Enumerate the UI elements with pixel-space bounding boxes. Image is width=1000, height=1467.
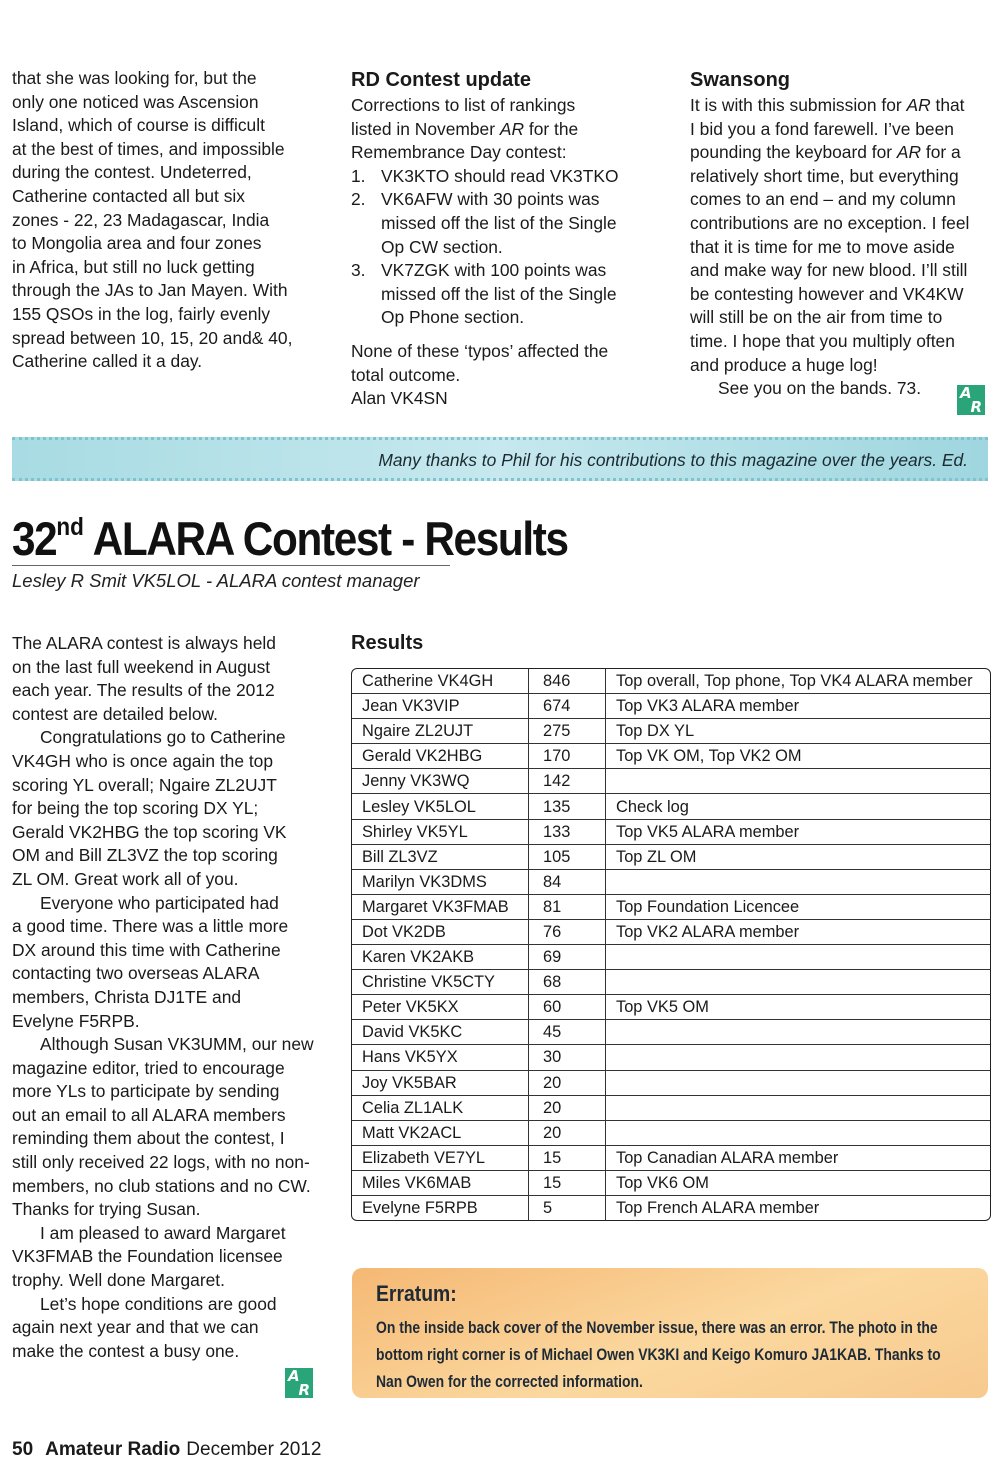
operator-cell: Joy VK5BAR [352, 1070, 529, 1095]
table-row [352, 869, 990, 894]
table-row [352, 919, 990, 944]
rd-item-line: Op CW section. [381, 236, 503, 257]
score-cell: 105 [529, 844, 606, 869]
note-cell [606, 1070, 991, 1095]
text-line: through the JAs to Jan Mayen. With [12, 280, 288, 301]
note-cell [606, 1045, 991, 1070]
text-line: The ALARA contest is always held [12, 633, 276, 653]
swansong-column [690, 67, 990, 401]
body-paragraph-1 [12, 632, 332, 726]
rd-correction-item [351, 188, 671, 259]
article-body [12, 632, 332, 1363]
operator-cell: Gerald VK2HBG [352, 744, 529, 769]
text-line: on the last full weekend in August [12, 656, 271, 677]
erratum-box [352, 1268, 988, 1398]
text-line: Although Susan VK3UMM, our new [40, 1034, 314, 1055]
rd-outro-1: None of these ‘typos’ affected the [351, 340, 609, 361]
operator-cell: Christine VK5CTY [352, 970, 529, 995]
table-row [352, 694, 990, 719]
text-line: that it is time for me to move aside [690, 236, 955, 257]
text-line: Nan Owen for the corrected information. [376, 1373, 643, 1391]
note-cell: Top VK OM, Top VK2 OM [606, 744, 991, 769]
text-line: spread between 10, 15, 20 and& 40, [12, 327, 293, 348]
note-cell [606, 945, 991, 970]
article-title: 32nd ALARA Contest - Results [12, 512, 568, 565]
text-line: again next year and that we can [12, 1317, 259, 1338]
body-paragraph-6 [12, 1293, 332, 1364]
text-line: 155 QSOs in the log, fairly evenly [12, 303, 271, 324]
swansong-body [690, 165, 990, 377]
score-cell: 15 [529, 1170, 606, 1195]
text-line: and produce a huge log! [690, 354, 878, 375]
note-cell: Top VK3 ALARA member [606, 694, 991, 719]
table-row [352, 1070, 990, 1095]
table-row [352, 1045, 990, 1070]
score-cell: 142 [529, 769, 606, 794]
text-line: DX around this time with Catherine [12, 939, 281, 960]
table-row [352, 970, 990, 995]
text-line: trophy. Well done Margaret. [12, 1270, 225, 1291]
rd-outro-2: total outcome. [351, 364, 461, 385]
text-line: that she was looking for, but the [12, 68, 257, 88]
swansong-closing: See you on the bands. 73. [718, 378, 922, 399]
text-line: at the best of times, and impossible [12, 138, 285, 159]
body-paragraph-2 [12, 726, 332, 891]
swansong-line-3: pounding the keyboard for AR for a [690, 142, 961, 163]
score-cell: 81 [529, 894, 606, 919]
rd-item-line: VK3KTO should read VK3TKO [381, 165, 619, 186]
swansong-line-2: I bid you a fond farewell. I’ve been [690, 118, 954, 139]
table-row [352, 769, 990, 794]
text-line: OM and Bill ZL3VZ the top scoring [12, 845, 278, 866]
note-cell [606, 1120, 991, 1145]
operator-cell: Shirley VK5YL [352, 819, 529, 844]
rd-item-line: VK6AFW with 30 points was [381, 189, 600, 210]
score-cell: 15 [529, 1145, 606, 1170]
text-line: to Mongolia area and four zones [12, 233, 262, 254]
text-line: and make way for new blood. I’ll still [690, 260, 968, 281]
rd-correction-item [351, 259, 671, 330]
rd-intro-1: Corrections to list of rankings [351, 95, 576, 115]
operator-cell: Marilyn VK3DMS [352, 869, 529, 894]
operator-cell: Catherine VK4GH [352, 669, 529, 694]
note-cell: Top French ALARA member [616, 1199, 820, 1218]
text-line: a good time. There was a little more [12, 916, 289, 937]
text-line: VK4GH who is once again the top [12, 750, 274, 771]
swansong-line-1: It is with this submission for AR that [690, 95, 965, 115]
text-line: Catherine called it a day. [12, 351, 203, 372]
ar-logo-icon: A R [957, 385, 985, 415]
article-byline: Lesley R Smit VK5LOL - ALARA contest manager [12, 570, 420, 591]
note-cell: Top Foundation Licencee [606, 894, 991, 919]
text-line: contacting two overseas ALARA [12, 963, 260, 984]
ar-logo-icon: A R [285, 1368, 313, 1398]
score-cell: 76 [529, 919, 606, 944]
rd-item-line: Op Phone section. [381, 307, 525, 328]
rd-signature: Alan VK4SN [351, 388, 448, 409]
text-line: be contesting however and VK4KW [690, 283, 964, 304]
note-cell: Check log [606, 794, 991, 819]
table-row [352, 1145, 990, 1170]
rd-item-number: 2. [351, 189, 366, 210]
text-line: VK3FMAB the Foundation licensee [12, 1246, 283, 1267]
score-cell: 69 [529, 945, 606, 970]
score-cell: 674 [529, 694, 606, 719]
table-row [352, 894, 990, 919]
score-cell: 133 [529, 819, 606, 844]
text-line: contest are detailed below. [12, 703, 218, 724]
score-cell: 45 [529, 1020, 606, 1045]
score-cell: 84 [529, 869, 606, 894]
operator-cell: Miles VK6MAB [352, 1170, 529, 1195]
text-line: Thanks for trying Susan. [12, 1199, 201, 1220]
text-line: will still be on the air from time to [690, 307, 943, 328]
results-heading: Results [351, 632, 424, 654]
rd-item-line: VK7ZGK with 100 points was [381, 260, 607, 281]
note-cell: Top VK6 OM [606, 1170, 991, 1195]
table-row [352, 1195, 990, 1220]
operator-cell: Lesley VK5LOL [352, 794, 529, 819]
score-cell: 68 [529, 970, 606, 995]
page-number: 50 [12, 1439, 34, 1460]
note-cell: Top Canadian ALARA member [606, 1145, 991, 1170]
note-cell [606, 869, 991, 894]
rd-correction-item [351, 165, 671, 189]
body-paragraph-5 [12, 1222, 332, 1293]
body-paragraph-3 [12, 892, 332, 1034]
score-cell: 20 [529, 1070, 606, 1095]
table-row [352, 819, 990, 844]
swansong-heading: Swansong [690, 69, 791, 91]
table-row [352, 719, 990, 744]
page-footer [12, 1439, 321, 1461]
text-line: contributions are no exception. I feel [690, 212, 970, 233]
rd-heading: RD Contest update [351, 69, 531, 91]
table-row [352, 1020, 990, 1045]
table-row [352, 744, 990, 769]
rd-intro-3: Remembrance Day contest: [351, 142, 567, 163]
text-line: relatively short time, but everything [690, 165, 959, 186]
text-line: each year. The results of the 2012 [12, 680, 275, 701]
body-paragraph-4 [12, 1033, 332, 1222]
text-line: bottom right corner is of Michael Owen VK3KI and Keigo Komuro JA1KAB. Thanks to [376, 1346, 941, 1364]
operator-cell: Celia ZL1ALK [352, 1095, 529, 1120]
byline-rule [12, 565, 450, 566]
operator-cell: Bill ZL3VZ [352, 844, 529, 869]
score-cell: 846 [529, 669, 606, 694]
operator-cell: Jenny VK3WQ [352, 769, 529, 794]
operator-cell: Ngaire ZL2UJT [352, 719, 529, 744]
table-row [352, 1095, 990, 1120]
erratum-body [376, 1315, 961, 1396]
score-cell: 135 [529, 794, 606, 819]
text-line: Island, which of course is difficult [12, 115, 265, 136]
text-line: On the inside back cover of the November issue, there was an error. The photo in the [376, 1319, 938, 1337]
note-cell: Top DX YL [606, 719, 991, 744]
text-line: Congratulations go to Catherine [40, 727, 286, 748]
score-cell: 5 [529, 1195, 606, 1220]
operator-cell: Elizabeth VE7YL [352, 1145, 529, 1170]
results-table [351, 668, 991, 1221]
col1-continuation [12, 67, 332, 374]
note-cell: Top overall, Top phone, Top VK4 ALARA member [606, 669, 991, 694]
operator-cell: Karen VK2AKB [352, 945, 529, 970]
issue-date: December 2012 [186, 1439, 322, 1460]
text-line: Gerald VK2HBG the top scoring VK [12, 821, 287, 842]
text-line: Evelyne F5RPB. [12, 1010, 140, 1031]
note-cell [606, 1020, 991, 1045]
rd-item-number: 3. [351, 260, 366, 281]
note-cell: Top ZL OM [606, 844, 991, 869]
rd-corrections-list [351, 165, 671, 330]
text-line: in Africa, but still no luck getting [12, 256, 255, 277]
text-line: reminding them about the contest, I [12, 1128, 285, 1149]
text-line: only one noticed was Ascension [12, 91, 259, 112]
score-cell: 30 [529, 1045, 606, 1070]
text-line: comes to an end – and my column [690, 189, 956, 210]
text-line: time. I hope that you multiply often [690, 330, 955, 351]
editor-note-banner [12, 437, 988, 481]
rd-contest-column [351, 67, 671, 411]
text-line: I am pleased to award Margaret [40, 1222, 286, 1243]
operator-cell: Evelyne F5RPB [352, 1195, 529, 1220]
text-line: zones - 22, 23 Madagascar, India [12, 209, 270, 230]
text-line: during the contest. Undeterred, [12, 162, 252, 183]
note-cell: Top VK2 ALARA member [606, 919, 991, 944]
text-line: members, Christa DJ1TE and [12, 986, 242, 1007]
text-line: for being the top scoring DX YL; [12, 798, 259, 819]
text-line: magazine editor, tried to encourage [12, 1057, 285, 1078]
text-line: Everyone who participated had [40, 892, 279, 913]
score-cell: 275 [529, 719, 606, 744]
operator-cell: Hans VK5YX [352, 1045, 529, 1070]
magazine-name: Amateur Radio [45, 1439, 181, 1460]
text-line: members, no club stations and no CW. [12, 1175, 311, 1196]
table-row [352, 794, 990, 819]
note-cell [606, 1095, 991, 1120]
table-row [352, 995, 990, 1020]
score-cell: 170 [529, 744, 606, 769]
note-cell: Top VK5 ALARA member [606, 819, 991, 844]
rd-item-number: 1. [351, 165, 366, 186]
editor-note-text: Many thanks to Phil for his contributions to this magazine over the years. Ed. [378, 450, 968, 470]
rd-item-line: missed off the list of the Single [381, 212, 617, 233]
text-line: make the contest a busy one. [12, 1340, 240, 1361]
score-cell: 60 [529, 995, 606, 1020]
note-cell [606, 970, 991, 995]
table-row [352, 1170, 990, 1195]
text-line: Catherine contacted all but six [12, 185, 245, 206]
text-line: more YLs to participate by sending [12, 1081, 280, 1102]
operator-cell: Margaret VK3FMAB [352, 894, 529, 919]
operator-cell: Matt VK2ACL [352, 1120, 529, 1145]
score-cell: 20 [529, 1095, 606, 1120]
text-line: out an email to all ALARA members [12, 1104, 286, 1125]
score-cell: 20 [529, 1120, 606, 1145]
note-cell: Top VK5 OM [606, 995, 991, 1020]
text-line: ZL OM. Great work all of you. [12, 868, 239, 889]
operator-cell: David VK5KC [352, 1020, 529, 1045]
erratum-title: Erratum: [376, 1281, 457, 1306]
note-cell [606, 769, 991, 794]
table-row [352, 945, 990, 970]
table-row [352, 669, 990, 694]
rd-intro-2: listed in November AR for the [351, 118, 579, 139]
text-line: Let’s hope conditions are good [40, 1293, 277, 1314]
table-row [352, 1120, 990, 1145]
operator-cell: Peter VK5KX [352, 995, 529, 1020]
text-line: scoring YL overall; Ngaire ZL2UJT [12, 774, 277, 795]
rd-item-line: missed off the list of the Single [381, 283, 617, 304]
text-line: still only received 22 logs, with no non- [12, 1152, 310, 1173]
table-row [352, 844, 990, 869]
operator-cell: Jean VK3VIP [352, 694, 529, 719]
operator-cell: Dot VK2DB [352, 919, 529, 944]
